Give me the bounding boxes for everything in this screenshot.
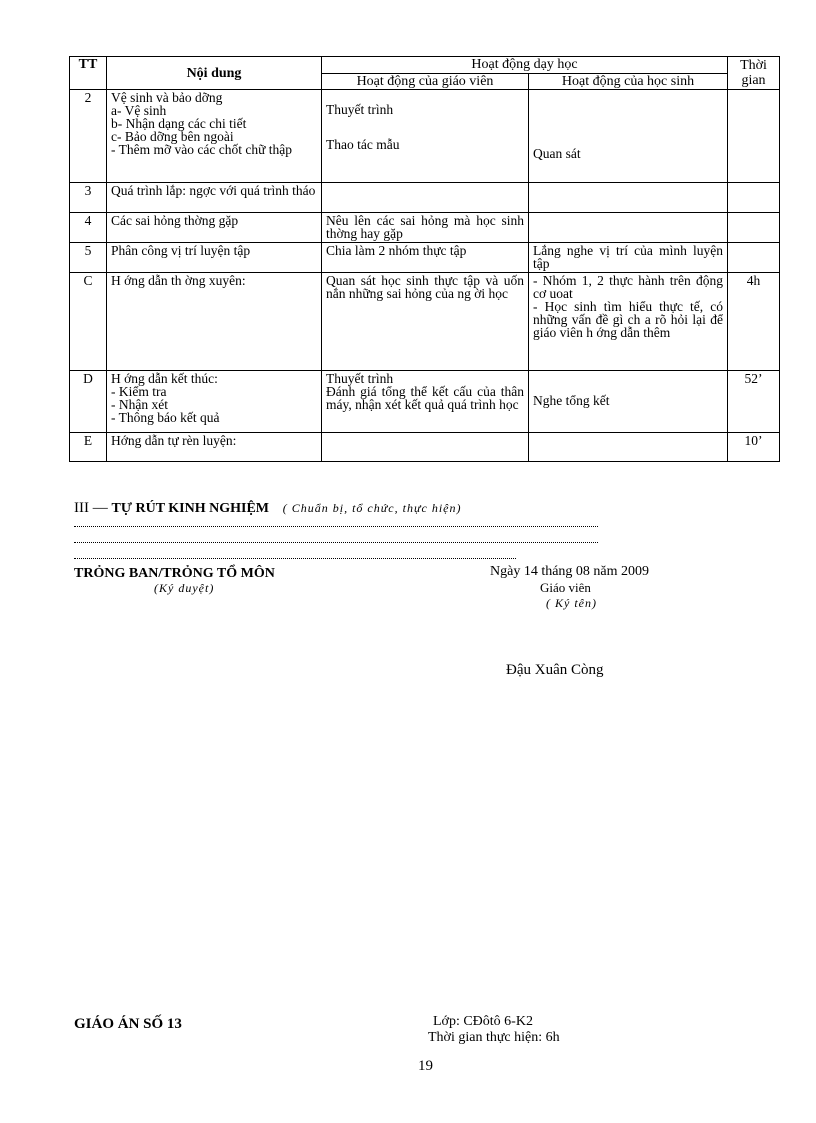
header-content: Nội dung [107,57,322,90]
header-teacher: Hoạt động của giáo viên [322,73,529,90]
row-teacher: Thuyết trình Thao tác mẫu [322,90,529,183]
row-teacher: Thuyết trình Đánh giá tổng thể kết cấu của thân máy, nhận xét kết quả quá trình học [322,371,529,433]
table-row: E Hớng dẫn tự rèn luyện: 10’ [70,433,780,462]
header-row [70,57,780,74]
lesson-number: GIÁO ÁN SỐ 13 [74,1016,182,1032]
dotted-line [74,558,516,559]
table-row: D H ớng dẫn kết thúc: - Kiểm tra - Nhận xét - Thông báo kết quả Thuyết trình Đánh giá tổng thể kết cấu của thân máy, nhận xét kết quả quá trình học Nghe tổng kết 52’ [70,371,780,433]
header-tt: TT [70,57,107,90]
header-time: Thời gian [728,57,780,90]
header-student: Hoạt động của học sinh [529,73,728,90]
dotted-line [74,526,598,527]
table-row: C H ớng dẫn th ờng xuyên: Quan sát học sinh thực tập và uốn nắn những sai hỏng của ng ời học - Nhóm 1, 2 thực hành trên động cơ uoat - Học sinh tìm hiểu thực tế, có những vấn đề gì ch a rõ hỏi lại để giáo viên h ớng dẫn thêm 4h [70,273,780,371]
table-row: 4 Các sai hỏng thờng gặp Nêu lên các sai hỏng mà học sinh thờng hay gặp [70,213,780,243]
row-content: Vệ sinh và bảo dỡng a- Vệ sinh b- Nhận dạng các chi tiết c- Bảo dỡng bên ngoài - Thêm mỡ vào các chốt chữ thập [107,90,322,183]
header-activities: Hoạt động dạy học [322,57,728,74]
row-student: - Nhóm 1, 2 thực hành trên động cơ uoat - Học sinh tìm hiểu thực tế, có những vấn đề gì ch a rõ hỏi lại để giáo viên h ớng dẫn thêm [529,273,728,371]
approver-note: (Ký duyệt) [154,581,215,595]
row-student: Quan sát [529,90,728,183]
teacher-role: Giáo viên [540,580,591,595]
teacher-name: Đậu Xuân Còng [506,662,604,678]
table-row: 3 Quá trình lắp: ngợc với quá trình tháo [70,183,780,213]
table-row: 5 Phân công vị trí luyện tập Chia làm 2 nhóm thực tập Lắng nghe vị trí của mình luyện tập [70,243,780,273]
signing-date: Ngày 14 tháng 08 năm 2009 [490,564,650,579]
table-row: 2 Vệ sinh và bảo dỡng a- Vệ sinh b- Nhận dạng các chi tiết c- Bảo dỡng bên ngoài - Thêm mỡ vào các chốt chữ thập Thuyết trình Thao tác mẫu Quan sát [70,90,780,183]
experience-heading: III — TỰ RÚT KINH NGHIỆM ( Chuẩn bị, tổ chức, thực hiện) [74,500,462,516]
row-student: Nghe tổng kết [529,371,728,433]
row-content: H ớng dẫn kết thúc: - Kiểm tra - Nhận xét - Thông báo kết quả [107,371,322,433]
approver-title: TRỎNG BAN/TRỎNG TỔ MÔN [74,566,275,581]
class-label: Lớp: CĐôtô 6-K2 [433,1014,533,1029]
dotted-line [74,542,598,543]
page-number: 19 [418,1058,433,1074]
sign-note: ( Ký tên) [546,596,597,610]
lesson-plan-table [69,56,780,462]
duration-label: Thời gian thực hiện: 6h [428,1030,560,1045]
